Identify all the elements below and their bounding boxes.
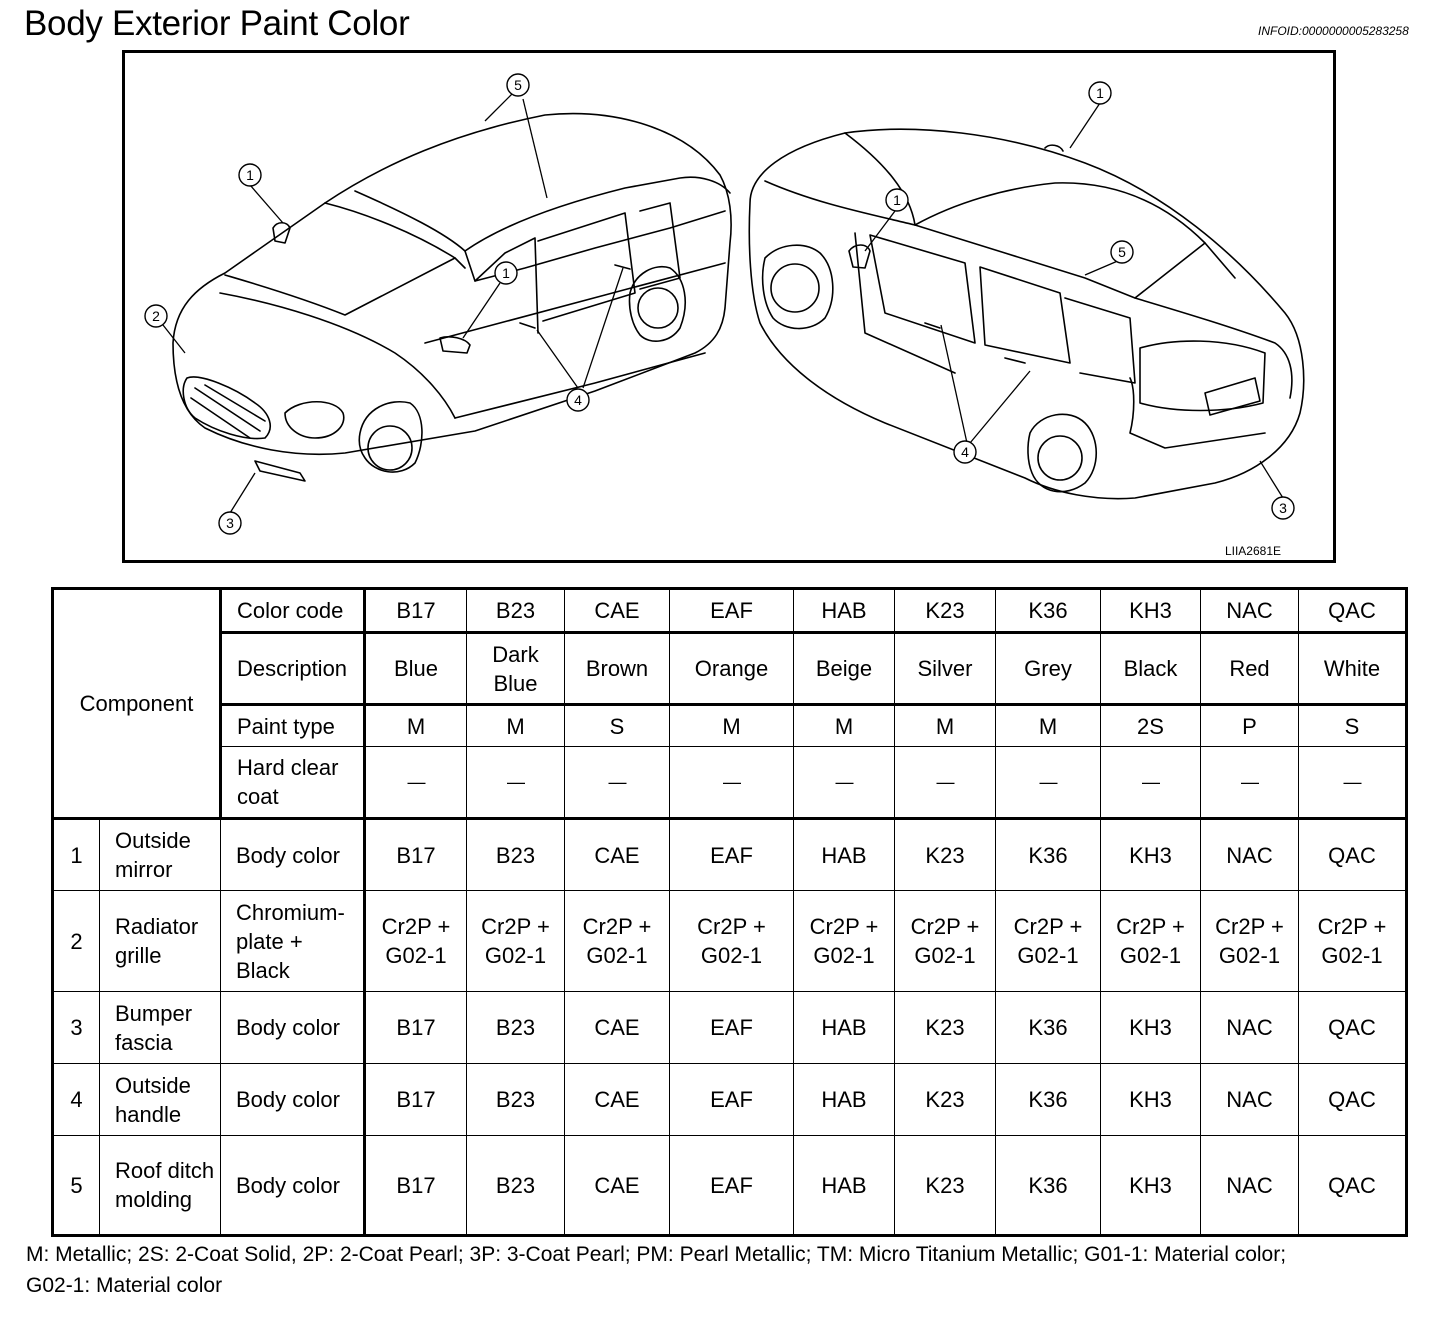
hard-clear-coat-cell: — <box>996 747 1101 819</box>
table-cell: KH3 <box>1101 1064 1201 1136</box>
svg-text:1: 1 <box>893 192 901 208</box>
row-number: 4 <box>53 1064 100 1136</box>
svg-text:4: 4 <box>574 392 582 408</box>
table-cell: B17 <box>365 992 467 1064</box>
paint-color-table <box>51 587 1408 1237</box>
table-cell: K23 <box>895 1064 996 1136</box>
description-cell: Red <box>1201 633 1299 705</box>
footnote-legend: M: Metallic; 2S: 2-Coat Solid, 2P: 2-Coat Pearl; 3P: 3-Coat Pearl; PM: Pearl Metallic; TM: Micro Titanium Metallic; G01-1: Material color; <box>26 1243 1287 1266</box>
table-cell: NAC <box>1201 1136 1299 1236</box>
color-code-cell: K36 <box>996 589 1101 633</box>
car-line-drawing <box>125 53 1333 560</box>
table-cell: B23 <box>467 1136 565 1236</box>
component-name: Bumper fascia <box>100 992 221 1064</box>
color-code-cell: CAE <box>565 589 670 633</box>
table-cell: EAF <box>670 1064 794 1136</box>
callout-5-front-roof <box>507 74 529 96</box>
svg-text:4: 4 <box>961 444 969 460</box>
color-code-cell: HAB <box>794 589 895 633</box>
row-number: 1 <box>53 819 100 891</box>
footnote-legend-continued: G02-1: Material color <box>26 1274 223 1297</box>
hard-clear-coat-cell: — <box>1101 747 1201 819</box>
table-cell: EAF <box>670 1136 794 1236</box>
table-cell: NAC <box>1201 819 1299 891</box>
callout-1-right-door-mirror <box>495 262 517 284</box>
svg-text:3: 3 <box>1279 500 1287 516</box>
description-cell: Black <box>1101 633 1201 705</box>
car-illustration <box>122 50 1336 563</box>
description-cell: Brown <box>565 633 670 705</box>
paint-type-name: Body color <box>221 819 365 891</box>
description-cell: Orange <box>670 633 794 705</box>
table-row <box>53 1136 1407 1236</box>
table-cell: NAC <box>1201 1064 1299 1136</box>
table-cell: Cr2P + G02-1 <box>996 891 1101 992</box>
table-cell: HAB <box>794 1136 895 1236</box>
table-cell: B17 <box>365 819 467 891</box>
description-cell: Grey <box>996 633 1101 705</box>
table-cell: KH3 <box>1101 1136 1201 1236</box>
table-cell: HAB <box>794 819 895 891</box>
paint-type-cell: M <box>670 705 794 747</box>
table-cell: Cr2P + G02-1 <box>794 891 895 992</box>
svg-text:5: 5 <box>514 77 522 93</box>
component-name: Radiator grille <box>100 891 221 992</box>
component-name: Outside mirror <box>100 819 221 891</box>
color-code-cell: B23 <box>467 589 565 633</box>
table-cell: QAC <box>1299 819 1407 891</box>
callout-5-rear-roof <box>1111 241 1133 263</box>
table-cell: Cr2P + G02-1 <box>365 891 467 992</box>
table-cell: K23 <box>895 819 996 891</box>
paint-type-cell: S <box>565 705 670 747</box>
color-code-cell: NAC <box>1201 589 1299 633</box>
svg-text:3: 3 <box>226 515 234 531</box>
color-code-cell: QAC <box>1299 589 1407 633</box>
table-cell: K23 <box>895 1136 996 1236</box>
paint-type-cell: M <box>467 705 565 747</box>
paint-type-cell: M <box>895 705 996 747</box>
table-cell: K23 <box>895 992 996 1064</box>
color-code-cell: KH3 <box>1101 589 1201 633</box>
table-cell: NAC <box>1201 992 1299 1064</box>
component-name: Outside handle <box>100 1064 221 1136</box>
table-cell: B17 <box>365 1064 467 1136</box>
svg-text:1: 1 <box>1096 85 1104 101</box>
hard-clear-coat-cell: — <box>565 747 670 819</box>
paint-type-name: Body color <box>221 1136 365 1236</box>
paint-type-cell: 2S <box>1101 705 1201 747</box>
callout-4-rear-handles <box>954 441 976 463</box>
paint-type-cell: P <box>1201 705 1299 747</box>
table-row <box>53 819 1407 891</box>
table-cell: CAE <box>565 1064 670 1136</box>
component-header: Component <box>53 589 221 819</box>
table-cell: Cr2P + G02-1 <box>1201 891 1299 992</box>
table-cell: CAE <box>565 1136 670 1236</box>
table-cell: EAF <box>670 819 794 891</box>
description-cell: Dark Blue <box>467 633 565 705</box>
svg-text:2: 2 <box>152 308 160 324</box>
table-row <box>53 891 1407 992</box>
row-number: 5 <box>53 1136 100 1236</box>
callout-3-front-bumper <box>219 512 241 534</box>
paint-type-name: Body color <box>221 1064 365 1136</box>
color-code-cell: K23 <box>895 589 996 633</box>
table-cell: QAC <box>1299 992 1407 1064</box>
row-number: 3 <box>53 992 100 1064</box>
hard-clear-coat-cell: — <box>670 747 794 819</box>
table-cell: QAC <box>1299 1136 1407 1236</box>
table-cell: B23 <box>467 992 565 1064</box>
table-cell: Cr2P + G02-1 <box>1299 891 1407 992</box>
table-cell: Cr2P + G02-1 <box>670 891 794 992</box>
paint-type-cell: M <box>996 705 1101 747</box>
hard-clear-coat-cell: — <box>895 747 996 819</box>
description-cell: Silver <box>895 633 996 705</box>
table-row <box>53 1064 1407 1136</box>
info-id: INFOID:0000000005283258 <box>1258 24 1409 38</box>
paint-type-name: Chromium-plate + Black <box>221 891 365 992</box>
paint-type-cell: S <box>1299 705 1407 747</box>
description-label: Description <box>221 633 365 705</box>
table-cell: CAE <box>565 819 670 891</box>
table-cell: CAE <box>565 992 670 1064</box>
callout-3-rear-bumper <box>1272 497 1294 519</box>
table-cell: B17 <box>365 1136 467 1236</box>
description-cell: Beige <box>794 633 895 705</box>
callout-leaders <box>163 93 1283 513</box>
table-cell: Cr2P + G02-1 <box>565 891 670 992</box>
color-code-cell: EAF <box>670 589 794 633</box>
paint-type-name: Body color <box>221 992 365 1064</box>
callout-4-front-handles <box>567 389 589 411</box>
svg-text:1: 1 <box>502 265 510 281</box>
table-cell: KH3 <box>1101 819 1201 891</box>
hard-clear-coat-cell: — <box>1201 747 1299 819</box>
callout-2-grille <box>145 305 167 327</box>
figure-code: LIIA2681E <box>1224 544 1281 558</box>
callout-1-rear-mirror <box>886 189 908 211</box>
table-cell: K36 <box>996 992 1101 1064</box>
component-name: Roof ditch molding <box>100 1136 221 1236</box>
table-cell: Cr2P + G02-1 <box>467 891 565 992</box>
hard-clear-coat-cell: — <box>1299 747 1407 819</box>
table-cell: HAB <box>794 1064 895 1136</box>
description-cell: White <box>1299 633 1407 705</box>
color-code-cell: B17 <box>365 589 467 633</box>
svg-text:1: 1 <box>246 167 254 183</box>
table-cell: Cr2P + G02-1 <box>1101 891 1201 992</box>
svg-text:5: 5 <box>1118 244 1126 260</box>
table-cell: KH3 <box>1101 992 1201 1064</box>
hard-clear-coat-cell: — <box>365 747 467 819</box>
color-code-label: Color code <box>221 589 365 633</box>
table-row <box>53 992 1407 1064</box>
description-cell: Blue <box>365 633 467 705</box>
table-cell: HAB <box>794 992 895 1064</box>
hard-clear-coat-cell: — <box>794 747 895 819</box>
table-cell: Cr2P + G02-1 <box>895 891 996 992</box>
paint-type-cell: M <box>365 705 467 747</box>
table-cell: K36 <box>996 819 1101 891</box>
table-cell: EAF <box>670 992 794 1064</box>
paint-type-cell: M <box>794 705 895 747</box>
row-number: 2 <box>53 891 100 992</box>
table-cell: B23 <box>467 819 565 891</box>
table-cell: QAC <box>1299 1064 1407 1136</box>
hard-clear-coat-label: Hard clear coat <box>221 747 365 819</box>
table-cell: K36 <box>996 1064 1101 1136</box>
table-cell: K36 <box>996 1136 1101 1236</box>
paint-type-label: Paint type <box>221 705 365 747</box>
callout-1-rear-antenna <box>1089 82 1111 104</box>
callout-1-left-mirror <box>239 164 261 186</box>
table-cell: B23 <box>467 1064 565 1136</box>
rear-car-drawing <box>749 129 1303 498</box>
page-title: Body Exterior Paint Color <box>24 4 410 43</box>
hard-clear-coat-cell: — <box>467 747 565 819</box>
